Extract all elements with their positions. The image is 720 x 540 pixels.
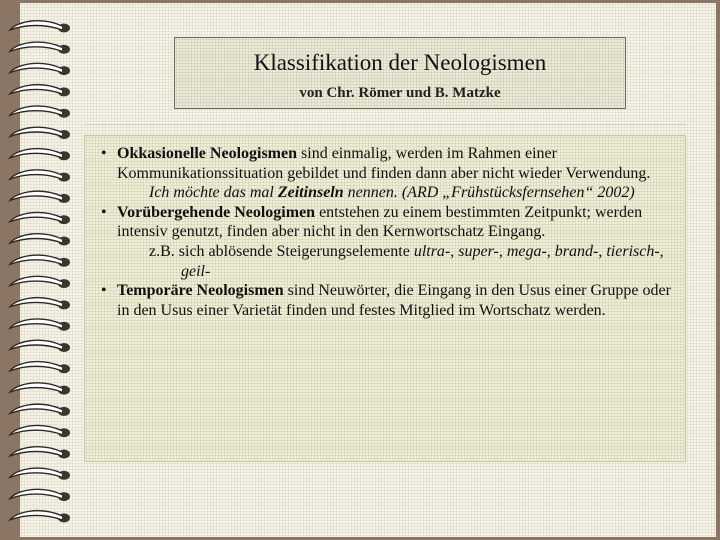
- list-item: [85, 144, 675, 183]
- title-box: [174, 37, 626, 109]
- spiral-ring: [10, 21, 70, 33]
- spiral-ring: [10, 383, 70, 395]
- list-item: [85, 281, 675, 320]
- list-item: [85, 203, 675, 242]
- spiral-ring: [10, 468, 70, 480]
- spiral-ring: [10, 425, 70, 437]
- item-text: sind einmalig, werden im Rahmen einer Kommunikationssituation gebildet und finden dann aber nicht wieder Verwendung.: [117, 145, 651, 182]
- spiral-ring: [10, 42, 70, 54]
- item-text: entstehen zu einem bestimmten Zeitpunkt; werden intensiv genutzt, finden aber nicht in den Kernwortschatz Eingang.: [117, 203, 643, 241]
- term: Vorübergehende Neologimen: [117, 203, 316, 221]
- spiral-ring: [10, 489, 70, 501]
- example-line: z.B. sich ablösende Steigerungselemente ultra-, super-, mega-, brand-, tierisch-, geil-: [149, 242, 664, 280]
- spiral-ring: [10, 127, 70, 139]
- content-box: [84, 135, 686, 462]
- example-prefixes: ultra-, super-, mega-, brand-, tierisch-, geil-: [181, 242, 664, 280]
- bullet-icon: •: [101, 145, 107, 162]
- spiral-ring: [10, 212, 70, 224]
- spiral-ring: [10, 340, 70, 352]
- spiral-ring: [10, 298, 70, 310]
- spiral-ring: [10, 191, 70, 203]
- spiral-ring: [10, 404, 70, 416]
- spiral-ring: [10, 63, 70, 75]
- spiral-ring: [10, 255, 70, 267]
- slide-subtitle: von Chr. Römer und B. Matzke: [299, 85, 501, 101]
- term: Temporäre Neologismen: [117, 282, 284, 300]
- spiral-binding: [0, 0, 80, 540]
- bullet-list: [85, 144, 675, 320]
- slide-title: Klassifikation der Neologismen: [253, 50, 547, 75]
- term: Okkasionelle Neologismen: [117, 145, 298, 162]
- spiral-ring: [10, 170, 70, 182]
- example-quote: Ich möchte das mal Zeitinseln nennen. (ARD „Frühstücksfernsehen“ 2002): [149, 184, 635, 202]
- spiral-ring: [10, 319, 70, 331]
- spiral-ring: [10, 85, 70, 97]
- spiral-ring: [10, 362, 70, 374]
- spiral-ring: [10, 511, 70, 523]
- example-term: Zeitinseln: [277, 184, 344, 202]
- spiral-ring: [10, 234, 70, 246]
- bullet-icon: •: [101, 282, 107, 300]
- spiral-ring: [10, 276, 70, 288]
- spiral-ring: [10, 149, 70, 161]
- divider: [84, 124, 686, 125]
- spiral-ring: [10, 447, 70, 459]
- bullet-icon: •: [101, 203, 107, 221]
- spiral-ring: [10, 106, 70, 118]
- item-text: sind Neuwörter, die Eingang in den Usus einer Gruppe oder in den Usus einer Varietät finden und festes Mitglied im Wortschatz werden.: [117, 282, 671, 319]
